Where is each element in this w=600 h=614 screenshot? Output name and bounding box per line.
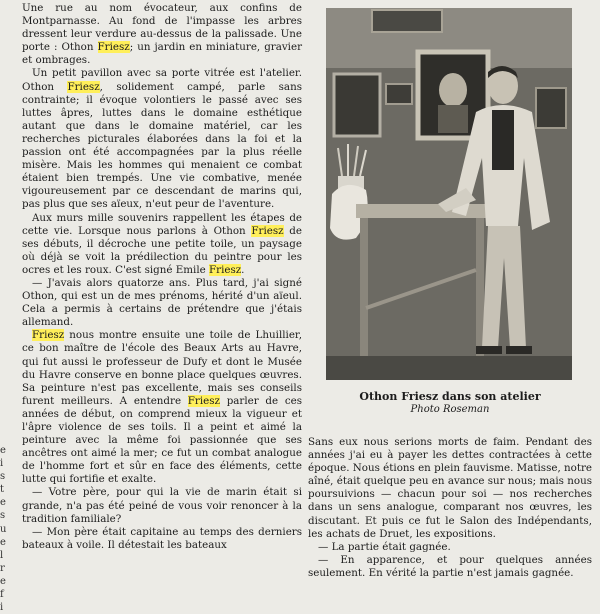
paragraph — [22, 212, 302, 277]
margin-letter: u — [0, 523, 7, 535]
highlighted-name: Friesz — [97, 41, 130, 54]
right-text-column — [308, 436, 592, 580]
text-run: Une rue au nom évocateur, aux confins de Montparnasse. Au fond de l'impasse les arbres dressent leur verdure au-dessus de la palissade. Une porte : Othon — [22, 2, 302, 54]
highlighted-name: Friesz — [187, 394, 220, 407]
margin-letter: e — [0, 497, 6, 509]
margin-letter: l — [0, 549, 4, 561]
paragraph — [308, 541, 592, 554]
text-run: ; un jardin en miniature, gravier et ombrages. — [22, 41, 302, 67]
margin-letter: r — [0, 562, 5, 574]
atelier-photo — [326, 8, 572, 380]
caption-title: Othon Friesz dans son atelier — [359, 390, 541, 403]
margin-letter: e — [0, 445, 6, 456]
text-run: Un petit pavillon avec sa porte vitrée est l'atelier. Othon — [22, 67, 302, 93]
margin-letter: i — [0, 458, 4, 470]
text-run: nous montre ensuite une toile de Lhuillier, ce bon maître de l'école des Beaux Arts au Havre, qui fut aussi le professeur de Dufy et dont le Musée du Havre conserve en bonne place quelques œuvres. Sa peinture n'est pas excellente, mais ses conseils furent meilleurs. A entendre — [22, 329, 302, 407]
photo-caption — [312, 390, 588, 416]
photo-illustration — [326, 8, 572, 380]
text-run: , solidement campé, parle sans contrainte; il évoque volontiers le passé avec ses luttes âpres, luttes dans le domaine esthétique autant que dans le domaine matériel, car les recherches picturales élaborées dans la foi et la passion ont été accompagnées par la plus réelle misère. Mais les hommes qui menaient ce combat étaient bien trempés. Une vie combative, menée vigoureusement par ce descendant de marins qui, pas plus que ses aïeux, n'eut peur de l'aventure. — [22, 80, 302, 211]
margin-letter: i — [0, 602, 4, 614]
text-run: — Mon père était capitaine au temps des derniers bateaux à voile. Il détestait les bateaux — [22, 525, 302, 551]
paragraph — [308, 436, 592, 541]
margin-letters — [0, 444, 14, 614]
text-run: parler de ces années de début, on comprend mieux la vigueur et l'âpre violence de ses toils. Il a peint et aimé la peinture avec la même foi passionnée que ses ancêtres ont aimé la mer; ce fut un combat analogue de l'homme fort et sûr en face des éléments, cette lutte qui fortifie et exalte. — [22, 394, 302, 486]
text-run: — J'avais alors quatorze ans. Plus tard, j'ai signé Othon, qui est un de mes prénoms, hérité d'un aïeul. Cela a permis à certains de prétendre que j'étais allemand. — [22, 276, 302, 329]
margin-letter: e — [0, 536, 6, 548]
paragraph — [22, 329, 302, 486]
text-run: — En apparence, et pour quelques années seulement. En vérité la partie n'est jamais gagnée. — [308, 553, 592, 579]
paragraph — [22, 2, 302, 67]
highlighted-name: Friesz — [67, 80, 100, 93]
text-run: — La partie était gagnée. — [318, 540, 451, 553]
highlighted-name: Friesz — [251, 224, 284, 237]
paragraph — [22, 277, 302, 329]
margin-letter: t — [0, 484, 5, 496]
text-run: . — [241, 263, 245, 276]
paragraph — [22, 67, 302, 211]
paragraph — [308, 554, 592, 580]
text-run: — Votre père, pour qui la vie de marin était si grande, n'a pas été peiné de vous voir renoncer à la tradition familiale? — [22, 486, 302, 525]
text-run: de ses débuts, il décroche une petite toile, un paysage où déjà se voit la prédilection du peintre pour les ocres et les roux. C'est signé Emile — [22, 224, 302, 276]
paragraph — [22, 486, 302, 525]
paragraph — [22, 526, 302, 552]
highlighted-name: Friesz — [209, 263, 242, 276]
margin-letter: s — [0, 510, 6, 522]
caption-credit: Photo Roseman — [410, 404, 490, 415]
highlighted-name: Friesz — [32, 329, 65, 342]
margin-letter: e — [0, 575, 6, 587]
left-text-column — [22, 2, 302, 552]
margin-letter: s — [0, 471, 6, 483]
margin-letter: f — [0, 589, 4, 601]
text-run: Aux murs mille souvenirs rappellent les étapes de cette vie. Lorsque nous parlons à Othon — [22, 211, 302, 237]
text-run: Sans eux nous serions morts de faim. Pendant des années j'ai eu à payer les dettes contractées à cette époque. Nous étions en plein fauvisme. Matisse, notre aîné, était quelque peu en avance sur nous; mais nous poursuivions — chacun pour soi — nos recherches dans un sens analogue, comparant nos œuvres, les discutant. Et puis ce fut le Salon des Indépendants, les achats de Druet, les expositions. — [308, 436, 592, 540]
